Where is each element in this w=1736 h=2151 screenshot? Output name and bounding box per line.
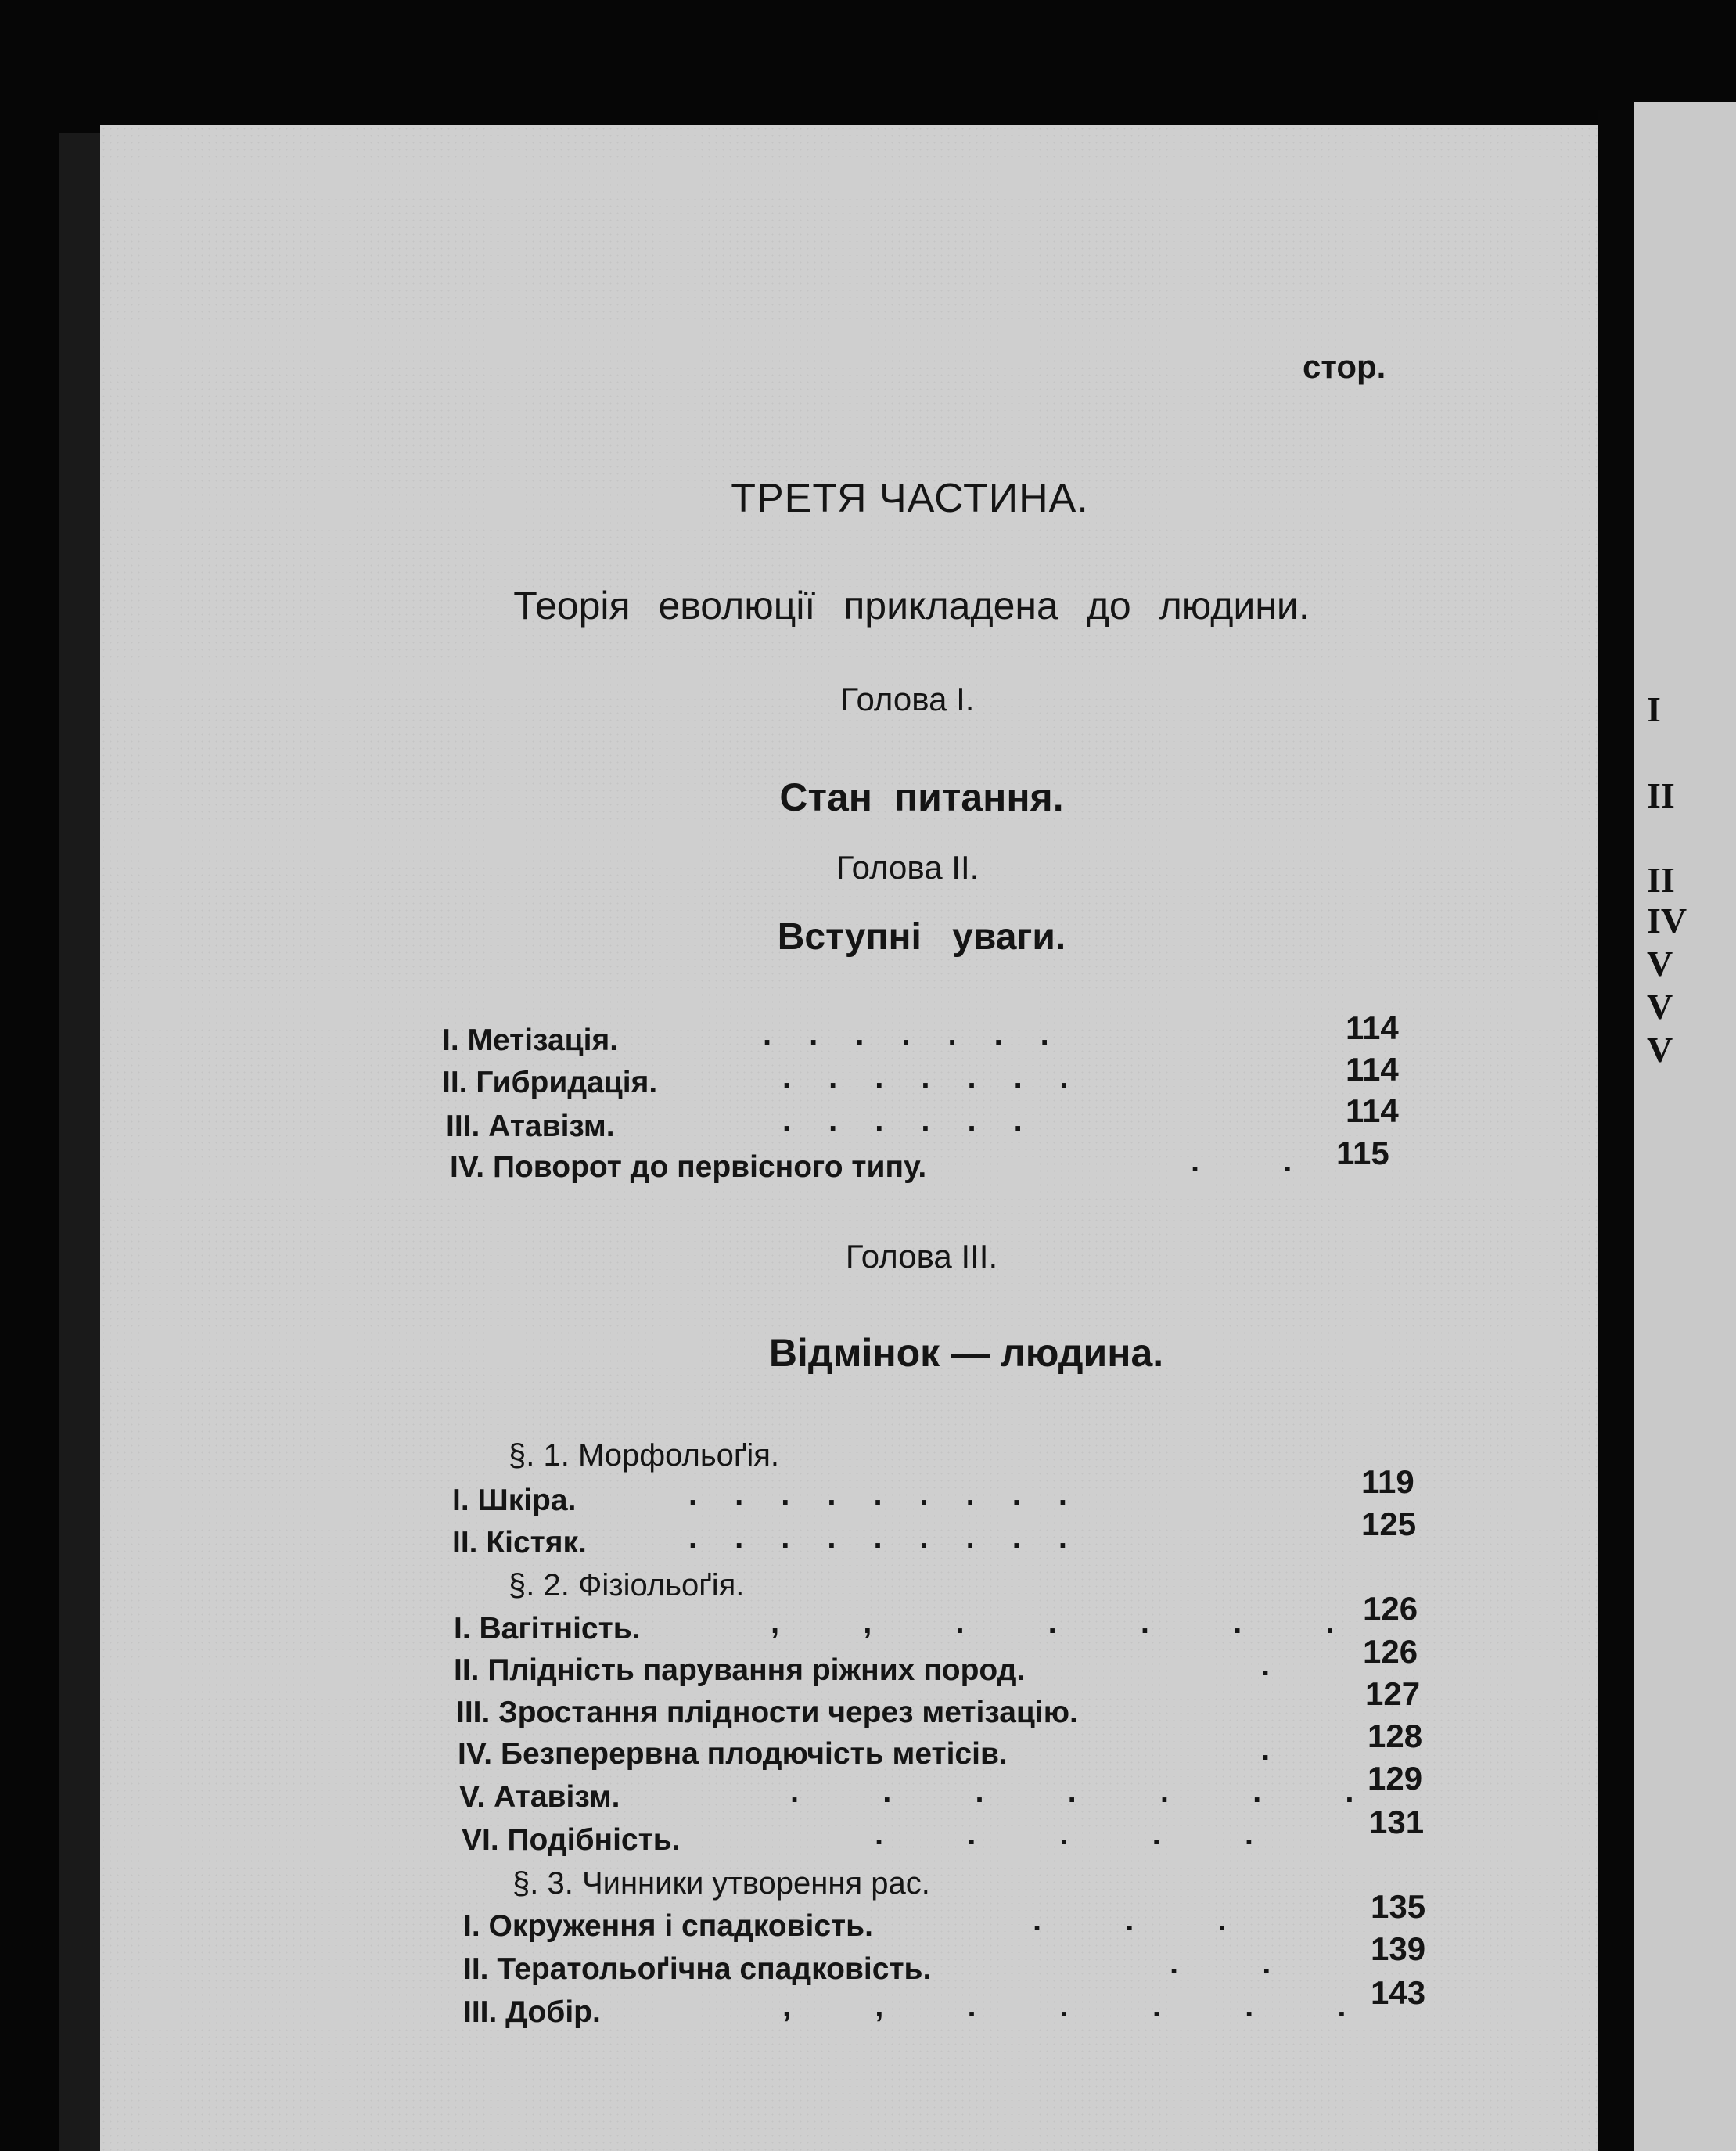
dot-leader: . <box>1261 1648 1308 1682</box>
toc-entry-page: 114 <box>1346 1092 1399 1129</box>
toc-entry-page: 135 <box>1371 1888 1426 1925</box>
toc-entry-label: II. Тератольоґічна спадковість. <box>463 1952 932 1986</box>
toc-entry-label: II. Гибридація. <box>442 1066 658 1099</box>
facing-page-fragment: II <box>1647 860 1675 900</box>
dot-leader: . . . <box>1033 1903 1264 1937</box>
toc-entry-page: 125 <box>1361 1505 1417 1542</box>
chapter-heading: Голова I. <box>840 681 975 718</box>
toc-entry-page: 128 <box>1368 1718 1423 1754</box>
toc-entry-label: I. Шкіра. <box>452 1484 577 1517</box>
toc-entry-label: IV. Поворот до первісного типу. <box>450 1150 927 1184</box>
toc-entry-page: 126 <box>1363 1633 1418 1670</box>
toc-entry-label: I. Вагітність. <box>454 1612 641 1646</box>
toc-entry-label: III. Зростання плідности через метізацію. <box>456 1696 1078 1729</box>
dot-leader: ....... <box>782 1060 1106 1095</box>
chapter-title: Стан питання. <box>779 775 1064 819</box>
toc-entry-page: 114 <box>1346 1009 1399 1046</box>
toc-entry-label: II. Кістяк. <box>452 1526 587 1559</box>
facing-page-fragment: IV <box>1647 901 1687 941</box>
facing-page-fragment: V <box>1647 1030 1673 1070</box>
toc-entry-page: 131 <box>1369 1804 1425 1840</box>
toc-entry-label: I. Метізація. <box>442 1023 619 1057</box>
page-edge-shadow <box>59 133 102 2151</box>
facing-page-fragment: I <box>1647 689 1661 729</box>
toc-entry-label: III. Атавізм. <box>446 1110 615 1143</box>
facing-page-fragment: V <box>1647 944 1673 984</box>
dot-leader: ......... <box>688 1520 1105 1555</box>
facing-page <box>1634 102 1736 2151</box>
book-gutter <box>1598 110 1634 2151</box>
toc-entry-label: IV. Безперервна плодючість метісів. <box>458 1737 1008 1771</box>
toc-entry-label: VI. Подібність. <box>462 1823 681 1857</box>
dot-leader: . . . . . . . <box>790 1775 1392 1809</box>
dot-leader: , , . . . . . <box>782 1989 1384 2023</box>
section-title: §. 2. Фізіольоґія. <box>509 1568 745 1602</box>
toc-entry-label: I. Окруження і спадковість. <box>463 1909 873 1943</box>
toc-entry-page: 119 <box>1361 1463 1414 1500</box>
toc-entry-page: 114 <box>1346 1051 1399 1088</box>
chapter-title: Відмінок — людина. <box>768 1331 1164 1375</box>
toc-entry-label: V. Атавізм. <box>459 1780 620 1814</box>
dot-leader: . . . . . <box>875 1817 1292 1851</box>
dot-leader: . . <box>1191 1144 1330 1178</box>
dot-leader: , , . . . . . <box>771 1606 1372 1640</box>
dot-leader: ......... <box>688 1477 1105 1512</box>
dot-leader: ...... <box>782 1103 1060 1138</box>
toc-entry-page: 143 <box>1371 1974 1426 2011</box>
section-title: §. 3. Чинники утворення рас. <box>512 1866 930 1901</box>
chapter-heading: Голова II. <box>836 849 979 886</box>
toc-entry-page: 129 <box>1368 1760 1423 1797</box>
facing-page-fragment: II <box>1647 775 1675 815</box>
toc-entry-page: 127 <box>1365 1675 1421 1712</box>
toc-entry-page: 139 <box>1371 1930 1426 1967</box>
part-title: ТРЕТЯ ЧАСТИНА. <box>731 476 1089 521</box>
dot-leader: . <box>1261 1732 1308 1767</box>
toc-entry-label: III. Добір. <box>463 1995 601 2029</box>
facing-page-fragment: V <box>1647 987 1673 1027</box>
part-subtitle: Теорія еволюції прикладена до людини. <box>513 584 1310 628</box>
toc-entry-page: 126 <box>1363 1590 1418 1627</box>
section-title: §. 1. Морфольоґія. <box>509 1438 780 1473</box>
page-column-label: стор. <box>1303 348 1386 385</box>
dot-leader: ....... <box>763 1017 1087 1052</box>
chapter-heading: Голова III. <box>845 1238 998 1275</box>
toc-entry-label: II. Плідність парування ріжних пород. <box>454 1653 1026 1687</box>
chapter-title: Вступні уваги. <box>777 916 1066 958</box>
dot-leader: . . <box>1170 1946 1309 1980</box>
toc-entry-page: 115 <box>1336 1135 1389 1171</box>
